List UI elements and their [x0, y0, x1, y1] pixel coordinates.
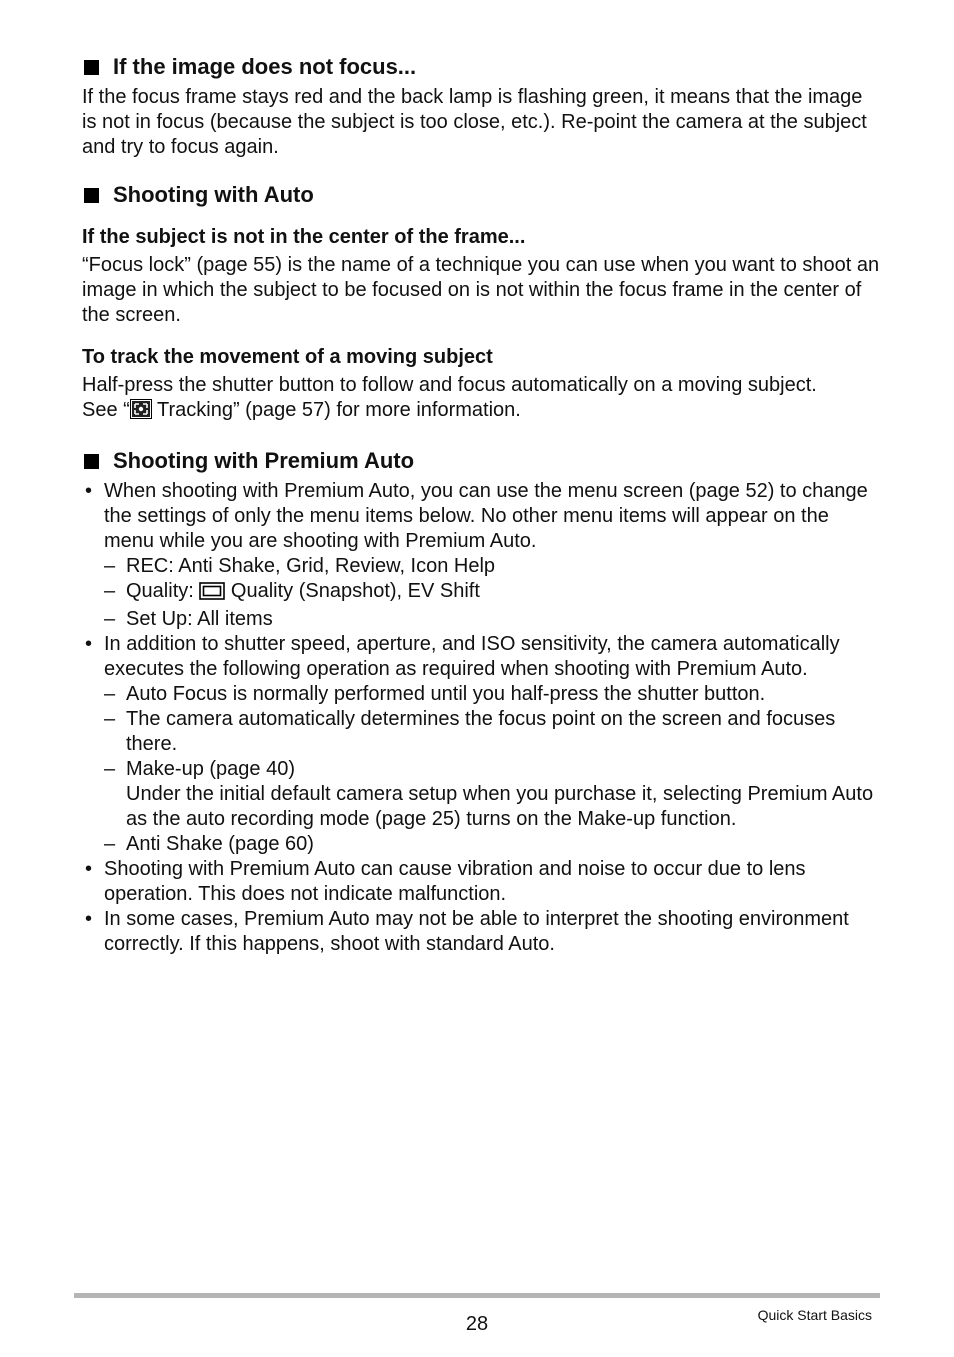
- no-focus-paragraph: If the focus frame stays red and the back lamp is flashing green, it means that the image is not in focus (because the subject is too close, etc.). Re-point the camera at the subject and try to focus again.: [82, 86, 867, 158]
- heading-text: Shooting with Auto: [113, 182, 314, 207]
- sub-list-item: – REC: Anti Shake, Grid, Review, Icon Help: [104, 554, 882, 579]
- tracking-line-1: Half-press the shutter button to follow and focus automatically on a moving subject.: [82, 374, 817, 396]
- sub-list-item: [104, 757, 882, 832]
- heading-text: Shooting with Premium Auto: [113, 448, 415, 473]
- list-item: • Shooting with Premium Auto can cause vibration and noise to occur due to lens operation. This does not indicate malfunction.: [82, 857, 882, 907]
- bullet-text: In addition to shutter speed, aperture, and ISO sensitivity, the camera automatically executes the following operation as required when shooting with Premium Auto.: [104, 633, 840, 680]
- sub-list: [104, 554, 882, 632]
- chapter-title: Quick Start Basics: [757, 1307, 872, 1323]
- sub-list: [104, 682, 882, 857]
- heading-text: If the image does not focus...: [113, 54, 417, 79]
- sub-list-item: – Auto Focus is normally performed until you half-press the shutter button.: [104, 682, 882, 707]
- sub-list-item: – Set Up: All items: [104, 607, 882, 632]
- list-item: [82, 479, 882, 632]
- tracking-icon: [130, 399, 152, 426]
- snapshot-quality-icon: [199, 582, 225, 607]
- square-bullet-icon: [84, 60, 99, 75]
- page-number: 28: [465, 1313, 489, 1335]
- subheading-not-center: If the subject is not in the center of the frame...: [82, 226, 526, 248]
- section-heading-shooting-auto: [82, 182, 882, 208]
- list-item: [82, 632, 882, 857]
- sub-list-item: – Anti Shake (page 60): [104, 832, 882, 857]
- tracking-paragraph: [82, 373, 882, 426]
- footer-divider: [74, 1293, 880, 1298]
- tracking-rest: Tracking” (page 57) for more information.: [151, 399, 521, 421]
- sub-list-item: – The camera automatically determines the focus point on the screen and focuses there.: [104, 707, 882, 757]
- square-bullet-icon: [84, 188, 99, 203]
- bullet-text: When shooting with Premium Auto, you can use the menu screen (page 52) to change the settings of only the menu items below. No other menu items will appear on the menu while you are shooting with Premium Auto.: [104, 480, 868, 552]
- quality-text: Quality (Snapshot), EV Shift: [225, 580, 480, 602]
- sub-list-item: [104, 579, 882, 607]
- focus-lock-paragraph: “Focus lock” (page 55) is the name of a technique you can use when you want to shoot an image in which the subject to be focused on is not within the focus frame in the center of the screen.: [82, 254, 880, 326]
- makeup-title: Make-up (page 40): [126, 758, 295, 780]
- page-content: [82, 54, 882, 957]
- quality-label: Quality:: [126, 580, 200, 602]
- subheading-track-movement: To track the movement of a moving subject: [82, 346, 493, 368]
- makeup-body: Under the initial default camera setup when you purchase it, selecting Premium Auto as the auto recording mode (page 25) turns on the Make-up function.: [126, 783, 874, 830]
- section-heading-premium-auto: [82, 448, 882, 474]
- section-heading-no-focus: [82, 54, 882, 80]
- list-item: • In some cases, Premium Auto may not be able to interpret the shooting environment correctly. If this happens, shoot with standard Auto.: [82, 907, 882, 957]
- tracking-see: See “: [82, 399, 130, 421]
- square-bullet-icon: [84, 454, 99, 469]
- premium-auto-list: [82, 479, 882, 957]
